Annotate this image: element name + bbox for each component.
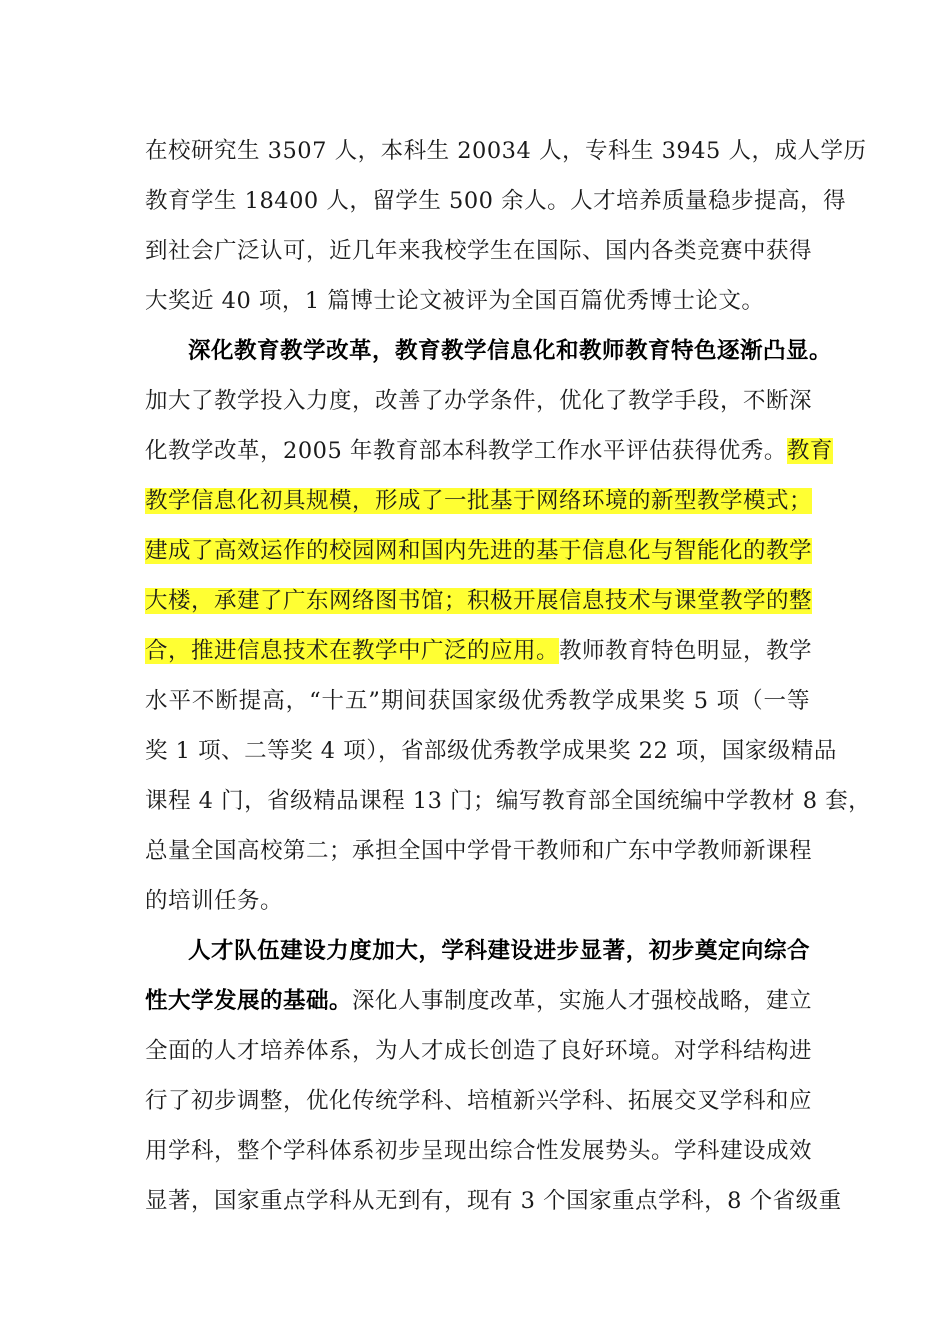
paragraph-line <box>145 432 833 470</box>
paragraph-line <box>145 582 813 620</box>
paragraph-line: 奖 1 项、二等奖 4 项），省部级优秀教学成果奖 22 项，国家级精品 <box>145 738 837 764</box>
paragraph-line <box>145 982 813 1020</box>
paragraph-line: 用学科，整个学科体系初步呈现出综合性发展势头。学科建设成效 <box>145 1138 813 1164</box>
paragraph-line: 显著，国家重点学科从无到有，现有 3 个国家重点学科，8 个省级重 <box>145 1188 842 1214</box>
paragraph-line: 的培训任务。 <box>145 888 284 914</box>
paragraph-line: 全面的人才培养体系，为人才成长创造了良好环境。对学科结构进 <box>145 1038 813 1064</box>
line-text: 深化人事制度改革，实施人才强校战略，建立 <box>352 988 813 1014</box>
paragraph-line: 大奖近 40 项，1 篇博士论文被评为全国百篇优秀博士论文。 <box>145 288 765 314</box>
paragraph-line: 教育学生 18400 人，留学生 500 余人。人才培养质量稳步提高，得 <box>145 188 847 214</box>
highlighted-text: 教学信息化初具规模，形成了一批基于网络环境的新型教学模式； <box>145 488 813 514</box>
line-text: 化教学改革，2005 年教育部本科教学工作水平评估获得优秀。 <box>145 438 787 464</box>
paragraph-line: 到社会广泛认可，近几年来我校学生在国际、国内各类竞赛中获得 <box>145 238 813 264</box>
highlighted-text: 建成了高效运作的校园网和国内先进的基于信息化与智能化的教学 <box>145 538 813 564</box>
paragraph-line <box>145 632 813 670</box>
paragraph-line <box>145 482 813 520</box>
section-heading: 人才队伍建设力度加大，学科建设进步显著，初步奠定向综合 <box>188 938 810 964</box>
paragraph-line: 水平不断提高，“十五”期间获国家级优秀教学成果奖 5 项（一等 <box>145 688 810 714</box>
highlighted-text: 大楼，承建了广东网络图书馆；积极开展信息技术与课堂教学的整 <box>145 588 813 614</box>
line-text: 教师教育特色明显，教学 <box>559 638 813 664</box>
paragraph-line: 课程 4 门，省级精品课程 13 门；编写教育部全国统编中学教材 8 套， <box>145 788 872 814</box>
highlighted-text: 教育 <box>786 438 833 464</box>
paragraph-line <box>145 532 813 570</box>
highlighted-text: 合，推进信息技术在教学中广泛的应用。 <box>145 638 560 664</box>
paragraph-line: 总量全国高校第二；承担全国中学骨干教师和广东中学教师新课程 <box>145 838 813 864</box>
paragraph-line: 加大了教学投入力度，改善了办学条件，优化了教学手段，不断深 <box>145 388 813 414</box>
paragraph-line: 在校研究生 3507 人，本科生 20034 人，专科生 3945 人，成人学历 <box>145 138 867 164</box>
paragraph-line: 行了初步调整，优化传统学科、培植新兴学科、拓展交叉学科和应 <box>145 1088 813 1114</box>
section-heading: 性大学发展的基础。 <box>145 988 353 1014</box>
section-heading: 深化教育教学改革，教育教学信息化和教师教育特色逐渐凸显。 <box>188 338 833 364</box>
